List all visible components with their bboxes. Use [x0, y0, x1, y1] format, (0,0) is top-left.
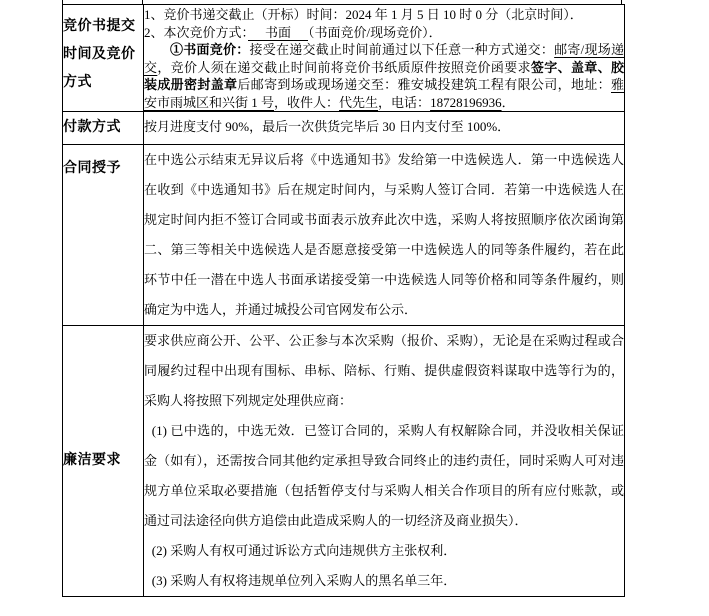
text-segment: 要求供应商公开、公平、公正参与本次采购（报价、采购），无论是在采购过程或合同履约过程中出现有围标、串标、陪标、行贿、提供虚假资料谋取中选等行为的，采购人将按照下列规定处理供应商：: [144, 333, 624, 408]
text-segment: 书面: [248, 25, 308, 41]
text-segment: (1) 已中选的，中选无效．已签订合同的，采购人有权解除合同，并没收相关保证金（如有），还需按合同其他约定承担导致合同终止的违约责任，同时采购人可对违规方单位采取必要措施（包括暂停支付与采购人相关合作项目的所有应付账款，或通过司法途径向供方追偿由此造成采购人的一切经济及商业损失）．: [144, 423, 624, 528]
text-segment: 代先生: [339, 94, 379, 110]
text-segment: 接受在递交截止时间前通过以下任意一种方式递交：: [249, 42, 555, 57]
row-content-integrity: [144, 326, 625, 597]
table-row-payment: [63, 112, 625, 145]
procurement-conditions-table: [62, 4, 625, 597]
table-row-submission: [63, 5, 625, 112]
row-content-payment: [144, 112, 625, 145]
text-segment: ，收件人：: [274, 94, 340, 110]
row-label-payment: 付款方式: [63, 112, 144, 145]
paragraph: [144, 145, 624, 325]
table-row-integrity: [63, 326, 625, 597]
text-segment: ①书面竞价：: [170, 42, 250, 57]
row-label-submission: 竞价书提交时间及竞价方式: [63, 5, 144, 112]
row-content-submission: [144, 5, 625, 112]
text-line: [144, 6, 624, 24]
paragraph: [144, 416, 624, 536]
text-segment: （书面竞价/现场竞价）．: [308, 24, 442, 40]
text-segment: 按月进度支付 90%，最后一次供货完毕后 30 日内支付至 100%．: [144, 119, 511, 134]
text-segment: 签字、盖章、胶装成册密封盖章: [144, 59, 624, 92]
text-segment: 后邮寄到场或现场递交至：雅安城投建筑工程有限公司，地址：: [237, 77, 611, 92]
text-segment: 邮寄/现场递交: [144, 42, 624, 75]
text-segment: ，竞价人须在递交截止时间前将竞价书纸质原件按照竞价函要求: [157, 59, 531, 75]
paragraph: [144, 326, 624, 416]
paragraph: [144, 41, 624, 111]
text-segment: (3) 采购人有权将违规单位列入采购人的黑名单三年．: [151, 573, 457, 588]
table-body: [63, 5, 625, 597]
text-line: [144, 24, 624, 42]
text-segment: 2、本次竞价方式：: [144, 24, 249, 40]
paragraph: [144, 536, 624, 566]
row-label-contract-award: 合同授予: [63, 145, 144, 326]
text-segment: (2) 采购人有权可通过诉讼方式向违规供方主张权利．: [151, 543, 457, 558]
text-segment: ，电话：: [378, 94, 431, 110]
table-row-contract-award: [63, 145, 625, 326]
paragraph: [144, 566, 624, 596]
text-segment: 18728196936: [430, 94, 502, 110]
text-segment: ．: [501, 94, 515, 110]
row-content-contract-award: [144, 145, 625, 326]
text-segment: 雅安市雨城区和兴街 1 号: [144, 77, 624, 110]
text-segment: 在中选公示结束无异议后将《中选通知书》发给第一中选候选人．第一中选候选人在收到《中选通知书》后在规定时间内，与采购人签订合同．若第一中选候选人在规定时间内拒不签订合同或书面表示放弃此次中选，采购人将按照顺序依次函询第二、第三等相关中选候选人是否愿意接受第一中选候选人的同等条件履约，若在此环节中任一潜在中选人书面承诺接受第一中选候选人同等价格和同等条件履约，则确定为中选人，并通过城投公司官网发布公示．: [144, 152, 624, 317]
text-line: [144, 118, 624, 136]
text-segment: 1、竞价书递交截止（开标）时间：2024 年 1 月 5 日 10 时 0 分（北京时间）．: [144, 7, 583, 22]
row-label-integrity: 廉洁要求: [63, 326, 144, 597]
